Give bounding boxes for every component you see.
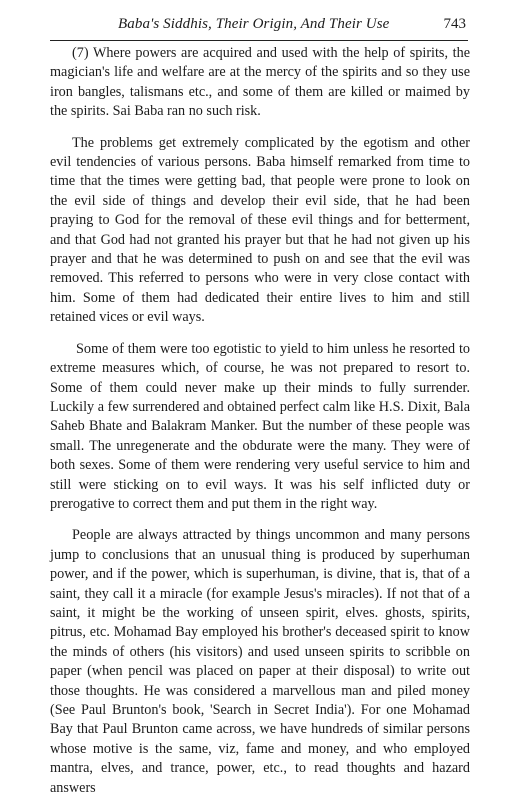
paragraph-2: The problems get extremely complicated by the egotism and other evil tendencies of various persons. Baba himself remarked from time to time that the times were getting bad, that people were prone to look on the evil side of things and develop their evil side, that he had been praying to God for the removal of these evil things and for betterment, and that God had not granted his prayer but that he had not given up his prayer and that he was determined to push on and see that the evil was removed. This referred to persons who were in very close contact with him. Some of them had dedicated their entire lives to him and still retained vices or evil ways. [50,134,470,326]
paragraph-4: People are always attracted by things uncommon and many persons jump to conclusions that an unusual thing is produced by superhuman power, and if the power, which is superhuman, is divine, that is, that of a saint, they call it a miracle (for example Jesus's miracles). If not that of a saint, it might be the working of unseen spirit, elves. ghosts, spirits, pitrus, etc. Mohamad Bay employed his brother's deceased spirit to know the minds of others (his visitors) and used unseen spirits to scribble on paper (when pencil was placed on paper at their disposal) to write out those thoughts. He was considered a marvellous man and piled money (See Paul Brunton's book, 'Search in Secret India'). For one Mohamad Bay that Paul Brunton came across, we have hundreds of similar persons whose motive is the same, viz, fame and money, and who employed mantra, elves, and trance, power, etc., to read thoughts and hazard answers [50,527,470,796]
paragraph-3: Some of them were too egotistic to yield to him unless he resorted to extreme measures which, of course, he was not prepared to resort to. Some of them could never make up their minds to fully surrender. Luckily a few surrendered and obtained perfect calm like H.S. Dixit, Bala Saheb Bhate and Balakram Manker. But the number of these people was small. The unregenerate and the obdurate were the many. They were of both sexes. Some of them were rendering very useful service to him and still were sticking on to evil ways. It was his self inflicted duty or prerogative to correct them and put them in the right way. [50,340,470,512]
paragraph-1: (7) Where powers are acquired and used with the help of spirits, the magician's life and welfare are at the mercy of the spirits and so they use iron bangles, talismans etc., and some of them are killed or maimed by the spirits. Sai Baba ran no such risk. [50,45,470,120]
page-header [50,14,468,41]
running-title: Baba's Siddhis, Their Origin, And Their Use [118,16,390,32]
page-body [50,44,470,810]
page-number: 743 [443,16,466,32]
